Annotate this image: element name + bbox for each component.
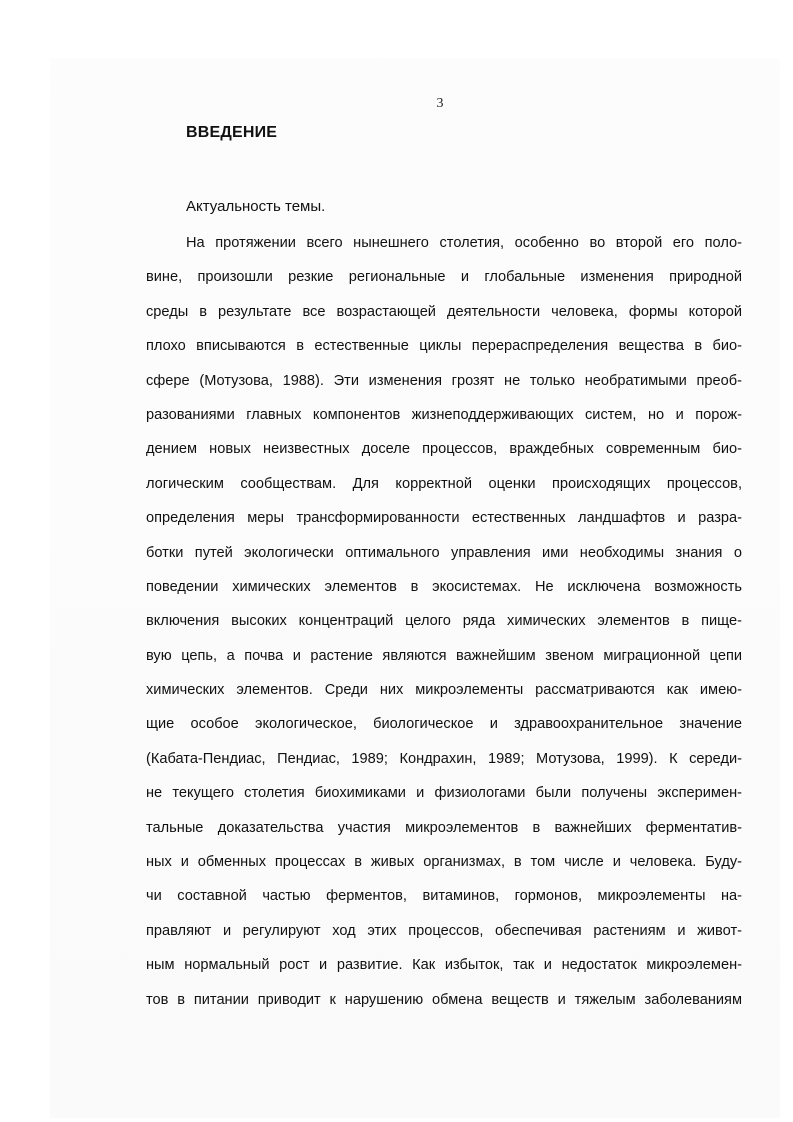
paragraph-line: вую цепь, а почва и растение являются важнейшим звеном миграционной цепи — [146, 647, 742, 664]
paragraph-line: дением новых неизвестных доселе процессов, враждебных современным био- — [146, 441, 742, 458]
paragraph-line: На протяжении всего нынешнего столетия, особенно во второй его поло- — [186, 235, 742, 251]
body-paragraph — [146, 233, 742, 1024]
paragraph-line: правляют и регулируют ход этих процессов, обеспечивая растениям и живот- — [146, 922, 742, 939]
paragraph-line: вине, произошли резкие региональные и глобальные изменения природной — [146, 269, 742, 286]
paragraph-line: тов в питании приводит к нарушению обмена веществ и тяжелым заболеваниям — [146, 991, 742, 1008]
paragraph-line: логическим сообществам. Для корректной оценки происходящих процессов, — [146, 475, 742, 492]
page-number: 3 — [436, 96, 444, 111]
section-heading: ВВЕДЕНИЕ — [186, 124, 278, 141]
paragraph-line: определения меры трансформированности естественных ландшафтов и разра- — [146, 510, 742, 527]
paragraph-line: включения высоких концентраций целого ряда химических элементов в пище- — [146, 613, 742, 630]
paragraph-line: сфере (Мотузова, 1988). Эти изменения грозят не только необратимыми преоб- — [146, 372, 742, 389]
paragraph-line: ных и обменных процессах в живых организмах, в том числе и человека. Буду- — [146, 854, 742, 871]
paragraph-line: плохо вписываются в естественные циклы перераспределения вещества в био- — [146, 338, 742, 355]
topic-subheading: Актуальность темы. — [186, 198, 326, 215]
paragraph-line: химических элементов. Среди них микроэлементы рассматриваются как имею- — [146, 682, 742, 699]
paragraph-line: тальные доказательства участия микроэлементов в важнейших ферментатив- — [146, 819, 742, 836]
paragraph-line: поведении химических элементов в экосистемах. Не исключена возможность — [146, 578, 742, 595]
paragraph-line: (Кабата-Пендиас, Пендиас, 1989; Кондрахин, 1989; Мотузова, 1999). К середи- — [146, 750, 742, 767]
paragraph-line: среды в результате все возрастающей деятельности человека, формы которой — [146, 303, 742, 320]
paragraph-line: чи составной частью ферментов, витаминов, гормонов, микроэлементы на- — [146, 888, 742, 905]
paragraph-line: щие особое экологическое, биологическое и здравоохранительное значение — [146, 716, 742, 733]
paragraph-line: ботки путей экологически оптимального управления ими необходимы знания о — [146, 544, 742, 561]
paragraph-line: разованиями главных компонентов жизнеподдерживающих систем, но и порож- — [146, 406, 742, 423]
paragraph-line: не текущего столетия биохимиками и физиологами были получены эксперимен- — [146, 785, 742, 802]
paragraph-line: ным нормальный рост и развитие. Как избыток, так и недостаток микроэлемен- — [146, 957, 742, 974]
